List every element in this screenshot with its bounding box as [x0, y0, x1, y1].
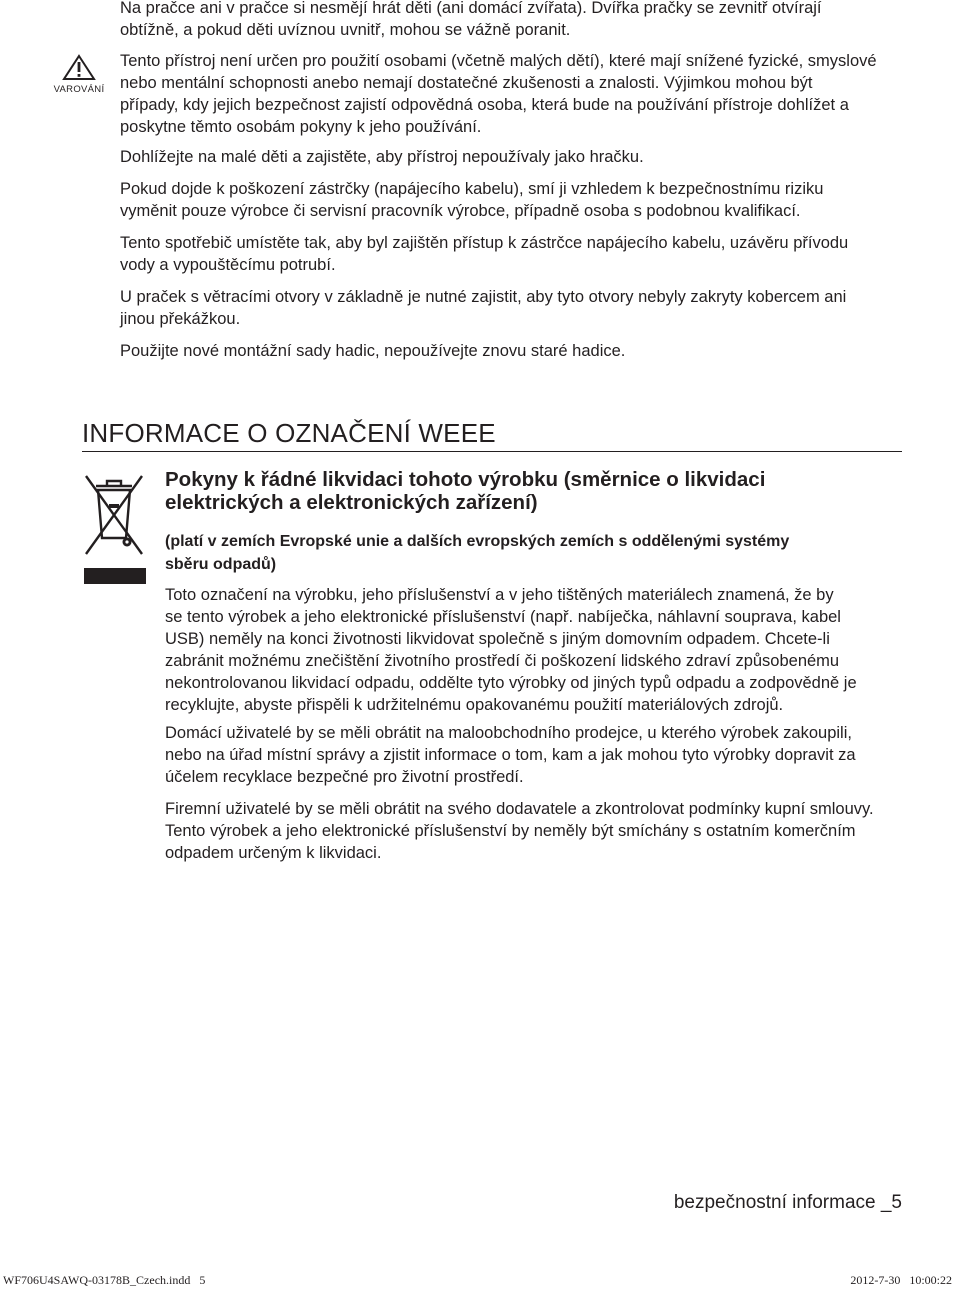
text-line: Toto označení na výrobku, jeho příslušenství a v jeho tištěných materiálech znamená, že by	[165, 586, 834, 604]
text-line: zabránit možnému znečištění životního prostředí či poškození lidského zdraví způsobenému	[165, 652, 840, 670]
warning-badge	[40, 54, 118, 95]
text-line: nebo mentální schopnosti anebo nemají dostatečné zkušenosti a znalosti. Výjimkou mohou být	[120, 74, 813, 92]
warning-triangle-icon	[62, 54, 96, 81]
text-line: se tento výrobek a jeho elektronické příslušenství (např. nabíječka, náhlavní souprava, kabel	[165, 608, 841, 626]
text-line: Pokyny k řádné likvidaci tohoto výrobku (směrnice o likvidaci	[165, 468, 766, 491]
text-line: Domácí uživatelé by se měli obrátit na maloobchodního prodejce, u kterého výrobek zakoupili,	[165, 724, 852, 742]
intro-paragraph	[120, 0, 920, 41]
safety-paragraph	[120, 146, 920, 168]
title-divider	[82, 451, 902, 452]
weee-paragraph	[165, 722, 905, 788]
text-line: nebo na úřad místní správy a zjistit informace o tom, kam a jak mohou tyto výrobky dopravit za	[165, 746, 856, 764]
safety-paragraph	[120, 340, 920, 362]
text-line: (platí v zemích Evropské unie a dalších evropských zemích s oddělenými systémy	[165, 533, 790, 550]
text-line: obtížně, a pokud děti uvíznou uvnitř, mohou se vážně poranit.	[120, 21, 571, 39]
safety-paragraph	[120, 286, 920, 330]
warning-label: VAROVÁNÍ	[53, 84, 105, 95]
text-line: Firemní uživatelé by se měli obrátit na svého dodavatele a zkontrolovat podmínky kupní smlouvy.	[165, 800, 874, 818]
text-line: Tento spotřebič umístěte tak, aby byl zajištěn přístup k zástrčce napájecího kabelu, uzávěru přívodu	[120, 234, 849, 252]
text-line: Na pračce ani v pračce si nesmějí hrát děti (ani domácí zvířata). Dvířka pračky se zevnitř otvírají	[120, 0, 822, 17]
text-line: sběru odpadů)	[165, 556, 277, 573]
weee-subheading	[165, 530, 905, 576]
page-footer-label: bezpečnostní informace _5	[673, 1192, 902, 1213]
text-line: USB) neměly na konci životnosti likvidovat společně s jiným domovním odpadem. Chcete-li	[165, 630, 830, 648]
text-line: odpadem určeným k likvidaci.	[165, 844, 382, 862]
text-line: Dohlížejte na malé děti a zajistěte, aby přístroj nepoužívaly jako hračku.	[120, 148, 644, 166]
print-date-info: 2012-7-30 10:00:22	[850, 1273, 952, 1287]
print-file-info: WF706U4SAWQ-03178B_Czech.indd 5	[3, 1273, 206, 1287]
weee-heading	[165, 468, 905, 514]
text-line: elektrických a elektronických zařízení)	[165, 491, 538, 514]
text-line: U praček s větracími otvory v základně je nutné zajistit, aby tyto otvory nebyly zakryty kobercem ani	[120, 288, 847, 306]
text-line: Použijte nové montážní sady hadic, nepoužívejte znovu staré hadice.	[120, 342, 626, 360]
marking-bar	[84, 568, 146, 584]
text-line: jinou překážkou.	[120, 310, 241, 328]
warning-paragraph	[120, 50, 920, 138]
text-line: Pokud dojde k poškození zástrčky (napájecího kabelu), smí ji vzhledem k bezpečnostnímu riziku	[120, 180, 824, 198]
text-line: účelem recyklace bezpečné pro životní prostředí.	[165, 768, 524, 786]
text-line: poskytne těmto osobám pokyny k jeho používání.	[120, 118, 482, 136]
text-line: případy, kdy jejich bezpečnost zajistí odpovědná osoba, která bude na používání přístroje dohlížet a	[120, 96, 849, 114]
crossed-out-wheelie-bin-icon	[82, 470, 146, 560]
weee-paragraph	[165, 798, 905, 864]
text-line: Tento výrobek a jeho elektronické příslušenství by neměly být smíchány s ostatním komerčním	[165, 822, 856, 840]
text-line: vyměnit pouze výrobce či servisní pracovník výrobce, případně osoba s podobnou kvalifikací.	[120, 202, 801, 220]
weee-paragraph	[165, 584, 905, 716]
text-line: vody a vypouštěcímu potrubí.	[120, 256, 336, 274]
section-title: INFORMACE O OZNAČENÍ WEEE	[82, 418, 496, 448]
text-line: Tento přístroj není určen pro použití osobami (včetně malých dětí), které mají snížené fyzické, smyslové	[120, 52, 877, 70]
safety-paragraph	[120, 232, 920, 276]
text-line: recyklujte, abyste přispěli k udržitelnému opakovanému použití materiálových zdrojů.	[165, 696, 784, 714]
text-line: nekontrolovanou likvidací odpadu, oddělte tyto výrobky od jiných typů odpadu a zodpovědně je	[165, 674, 857, 692]
safety-paragraph	[120, 178, 920, 222]
